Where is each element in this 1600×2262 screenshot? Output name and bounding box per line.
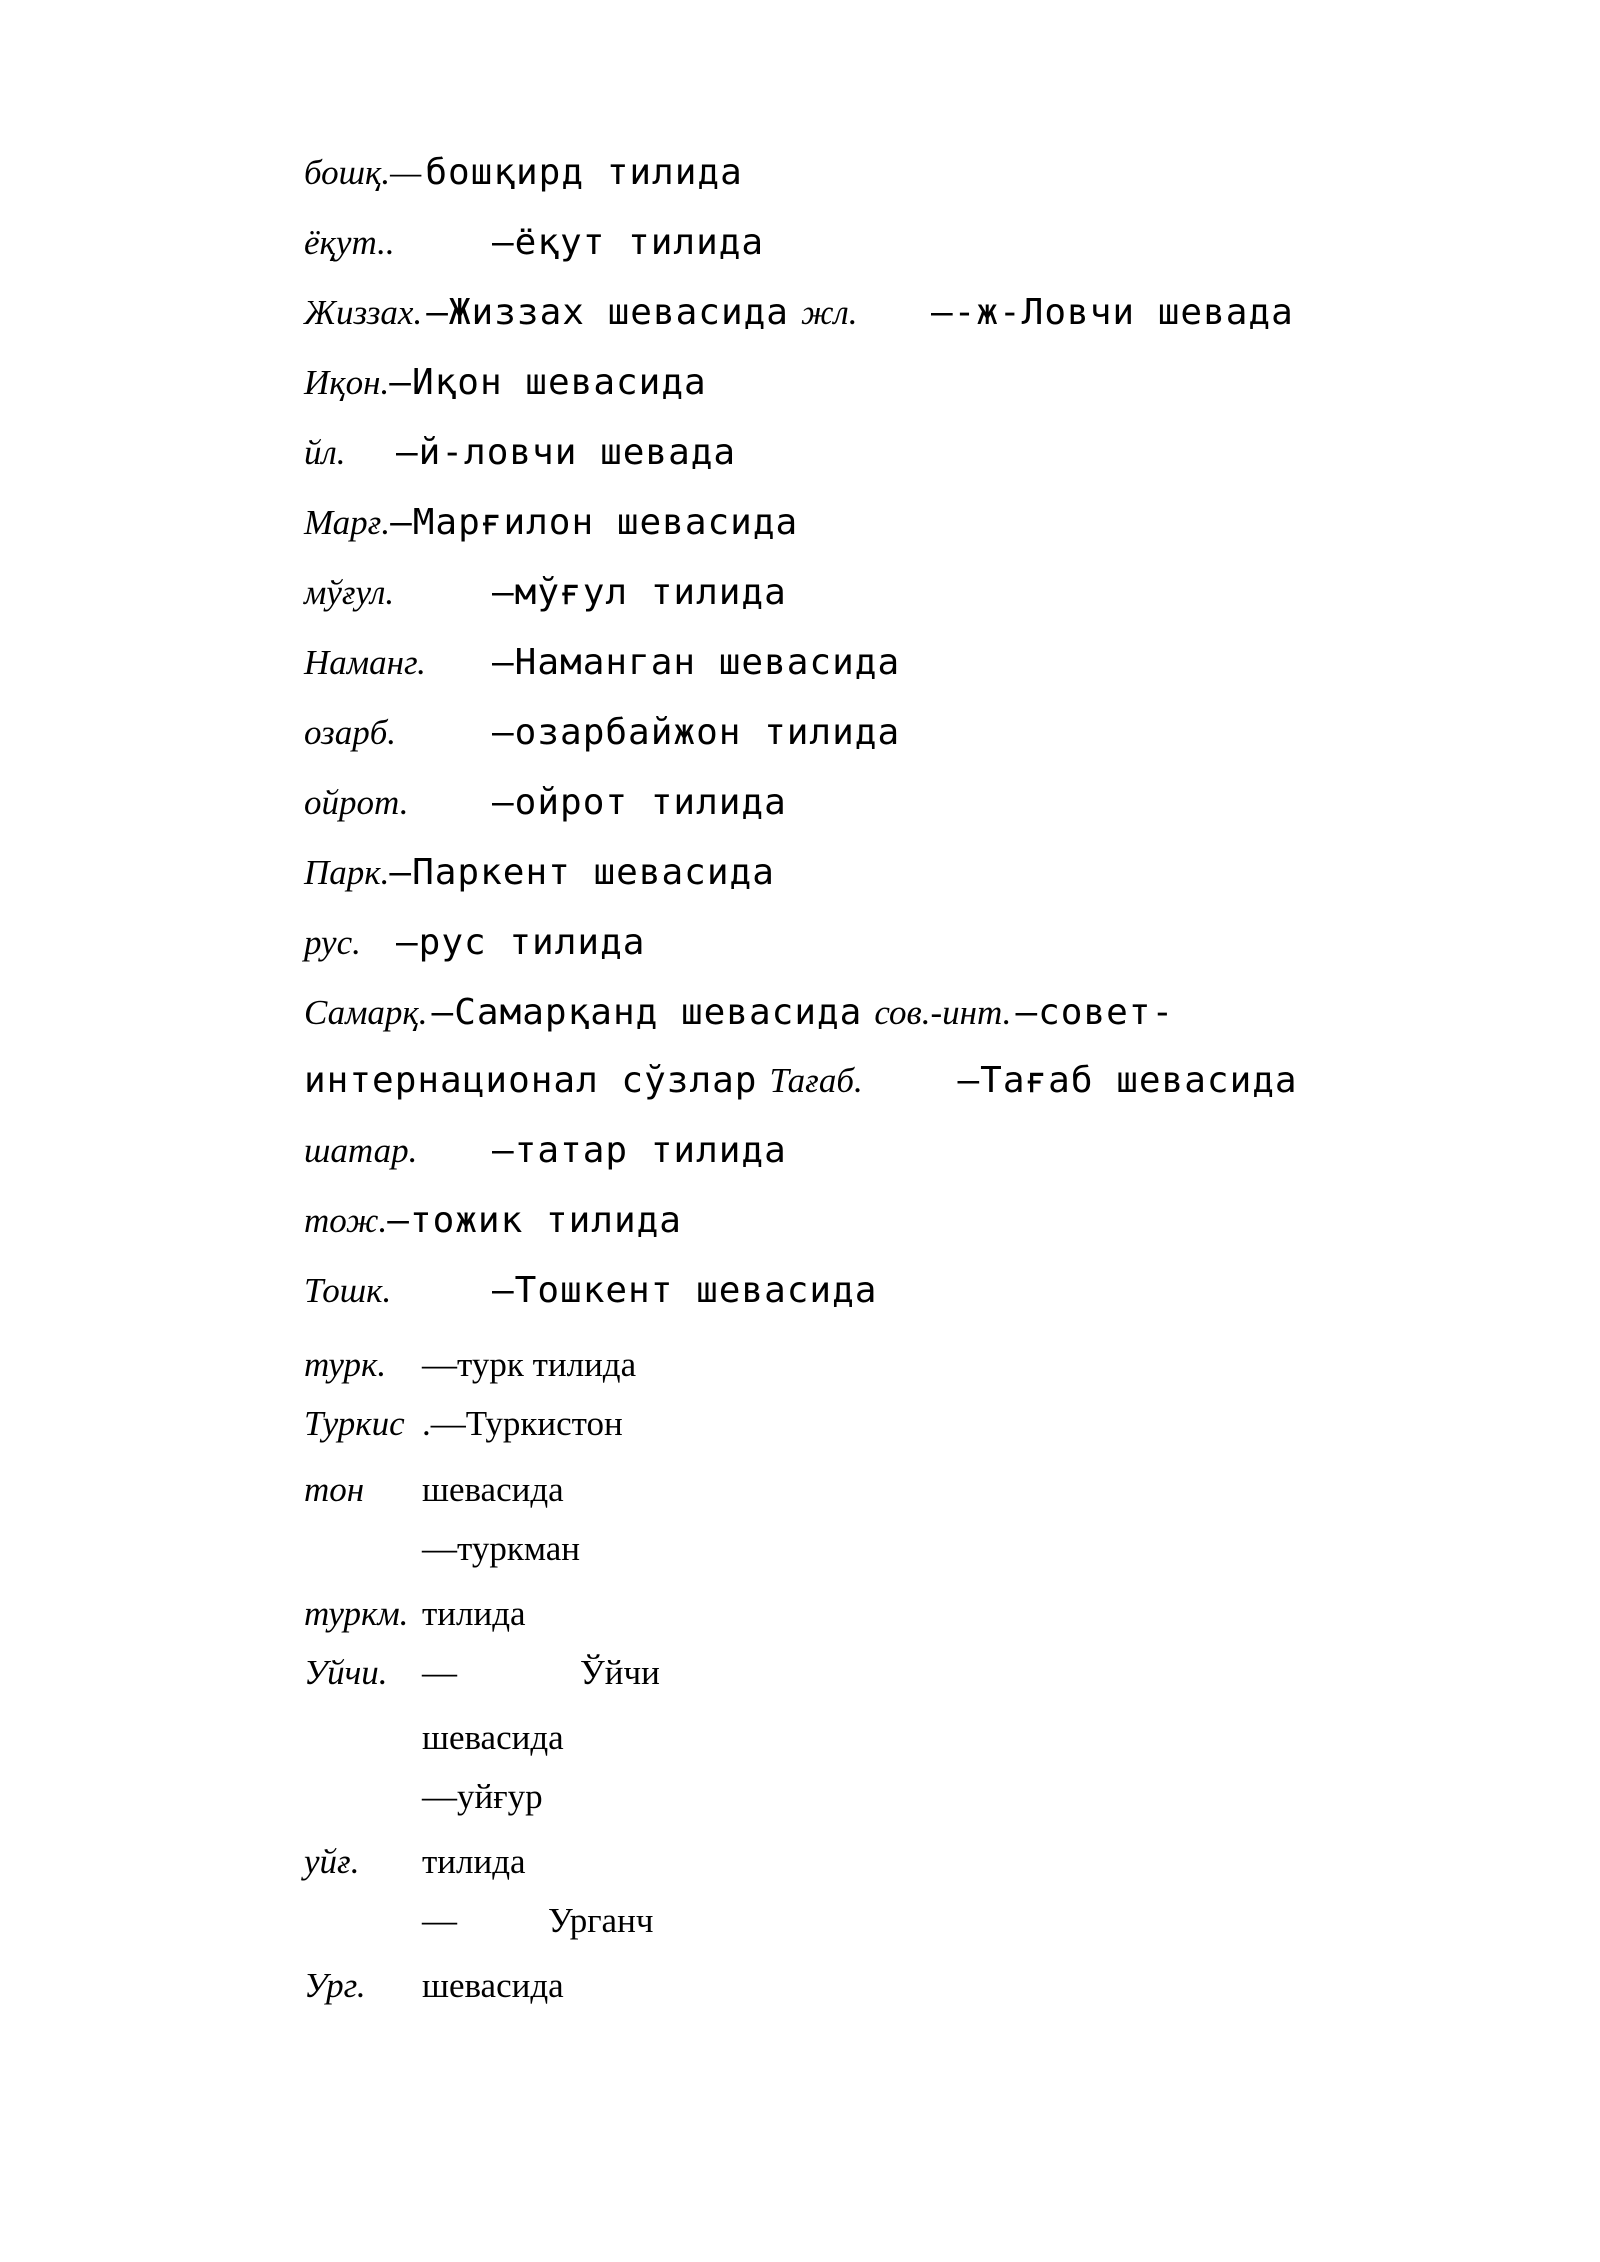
entry-abbr: бошқ.—	[304, 153, 422, 192]
table-abbr: уйғ.	[304, 1842, 360, 1881]
table-abbr: Уйчи.	[304, 1653, 388, 1692]
table-abbr: Ург.	[304, 1966, 366, 2005]
table-definition: —	[422, 1901, 457, 1940]
entry-definition: —тожик тилида	[387, 1200, 682, 1241]
entry-ozarb	[304, 712, 900, 753]
entry-definition: —й-ловчи шевада	[396, 432, 737, 473]
table-abbr: турк.	[304, 1345, 387, 1384]
entry-definition: бошқирд тилида	[425, 152, 743, 193]
entry-marg	[304, 502, 798, 543]
entry-abbr: Наманг.	[304, 643, 426, 682]
table-definition: шевасида	[422, 1966, 564, 2005]
entry-definition: интернационал сўзлар	[304, 1060, 758, 1101]
entry-definition: —татар тилида	[492, 1130, 787, 1171]
entry-definition: —Тошкент шевасида	[492, 1270, 878, 1311]
entry-definition-2: —совет-	[1015, 992, 1175, 1033]
entry-oyrot	[304, 782, 787, 823]
table-definition: тилида	[422, 1842, 526, 1881]
entry-abbr: мўғул.	[304, 573, 395, 612]
entry-definition: —озарбайжон тилида	[492, 712, 901, 753]
entry-tatar	[304, 1130, 787, 1171]
entry-toj	[304, 1200, 682, 1241]
table-definition: шевасида	[422, 1470, 564, 1509]
entry-namang	[304, 642, 900, 683]
entry-definition: —рус тилида	[396, 922, 646, 963]
entry-definition: —Марғилон шевасида	[390, 502, 799, 543]
entry-abbr: Самарқ.	[304, 993, 428, 1032]
entry-abbr: шатар.	[304, 1131, 418, 1170]
entry-jizzax	[304, 292, 1294, 333]
table-definition: —турк тилида	[422, 1345, 637, 1384]
entry-definition-2: —Тағаб шевасида	[957, 1060, 1298, 1101]
entry-mogul	[304, 572, 787, 613]
entry-definition: —мўғул тилида	[492, 572, 787, 613]
entry-iqon	[304, 362, 707, 403]
entry-abbr: Жиззах.	[304, 293, 423, 332]
entry-toshk	[304, 1270, 877, 1311]
table-definition: Ўйчи	[580, 1653, 660, 1692]
entry-abbr: Парк.	[304, 853, 390, 892]
table-definition: —	[422, 1653, 457, 1692]
table-definition: —туркман	[422, 1529, 581, 1568]
entry-abbr: йл.	[304, 433, 346, 472]
entry-park	[304, 852, 775, 893]
entry-boshq	[304, 152, 743, 193]
entry-definition-2: —-ж-Ловчи шевада	[930, 292, 1294, 333]
entry-abbr: ойрот.	[304, 783, 409, 822]
entry-rus	[304, 922, 645, 963]
entry-definition: —Наманган шевасида	[492, 642, 901, 683]
entry-abbr: ёқут..	[304, 223, 395, 262]
table-definition: .—Туркистон	[422, 1404, 623, 1443]
table-definition: Урганч	[548, 1901, 654, 1940]
table-abbr: тон	[304, 1470, 365, 1509]
entry-abbr: Марғ.	[304, 503, 391, 542]
entry-abbr: озарб.	[304, 713, 397, 752]
entry-abbr-2: Тағаб.	[769, 1061, 863, 1100]
entry-yl	[304, 432, 736, 473]
entry-international	[304, 1060, 1298, 1101]
entry-definition: —Иқон шевасида	[389, 362, 707, 403]
entry-samarq	[304, 992, 1174, 1033]
table-definition: шевасида	[422, 1718, 564, 1757]
entry-abbr-2: жл.	[800, 293, 858, 332]
table-definition: тилида	[422, 1594, 526, 1633]
entry-abbr: Иқон.	[304, 363, 390, 402]
table-definition: —уйғур	[422, 1777, 543, 1816]
entry-definition: —Паркент шевасида	[389, 852, 775, 893]
entry-definition: —Жиззах шевасида	[426, 292, 789, 333]
entry-definition: —ёқут тилида	[492, 222, 765, 263]
entry-abbr: тож.	[304, 1201, 388, 1240]
entry-definition: —ойрот тилида	[492, 782, 787, 823]
entry-abbr-2: сов.-инт.	[874, 993, 1012, 1032]
entry-abbr: рус.	[304, 923, 361, 962]
entry-abbr: Тошк.	[304, 1271, 392, 1310]
entry-yoqut	[304, 222, 764, 263]
table-abbr: туркм.	[304, 1594, 409, 1633]
entry-definition: —Самарқанд шевасида	[431, 992, 863, 1033]
table-abbr: Туркис	[304, 1404, 405, 1443]
